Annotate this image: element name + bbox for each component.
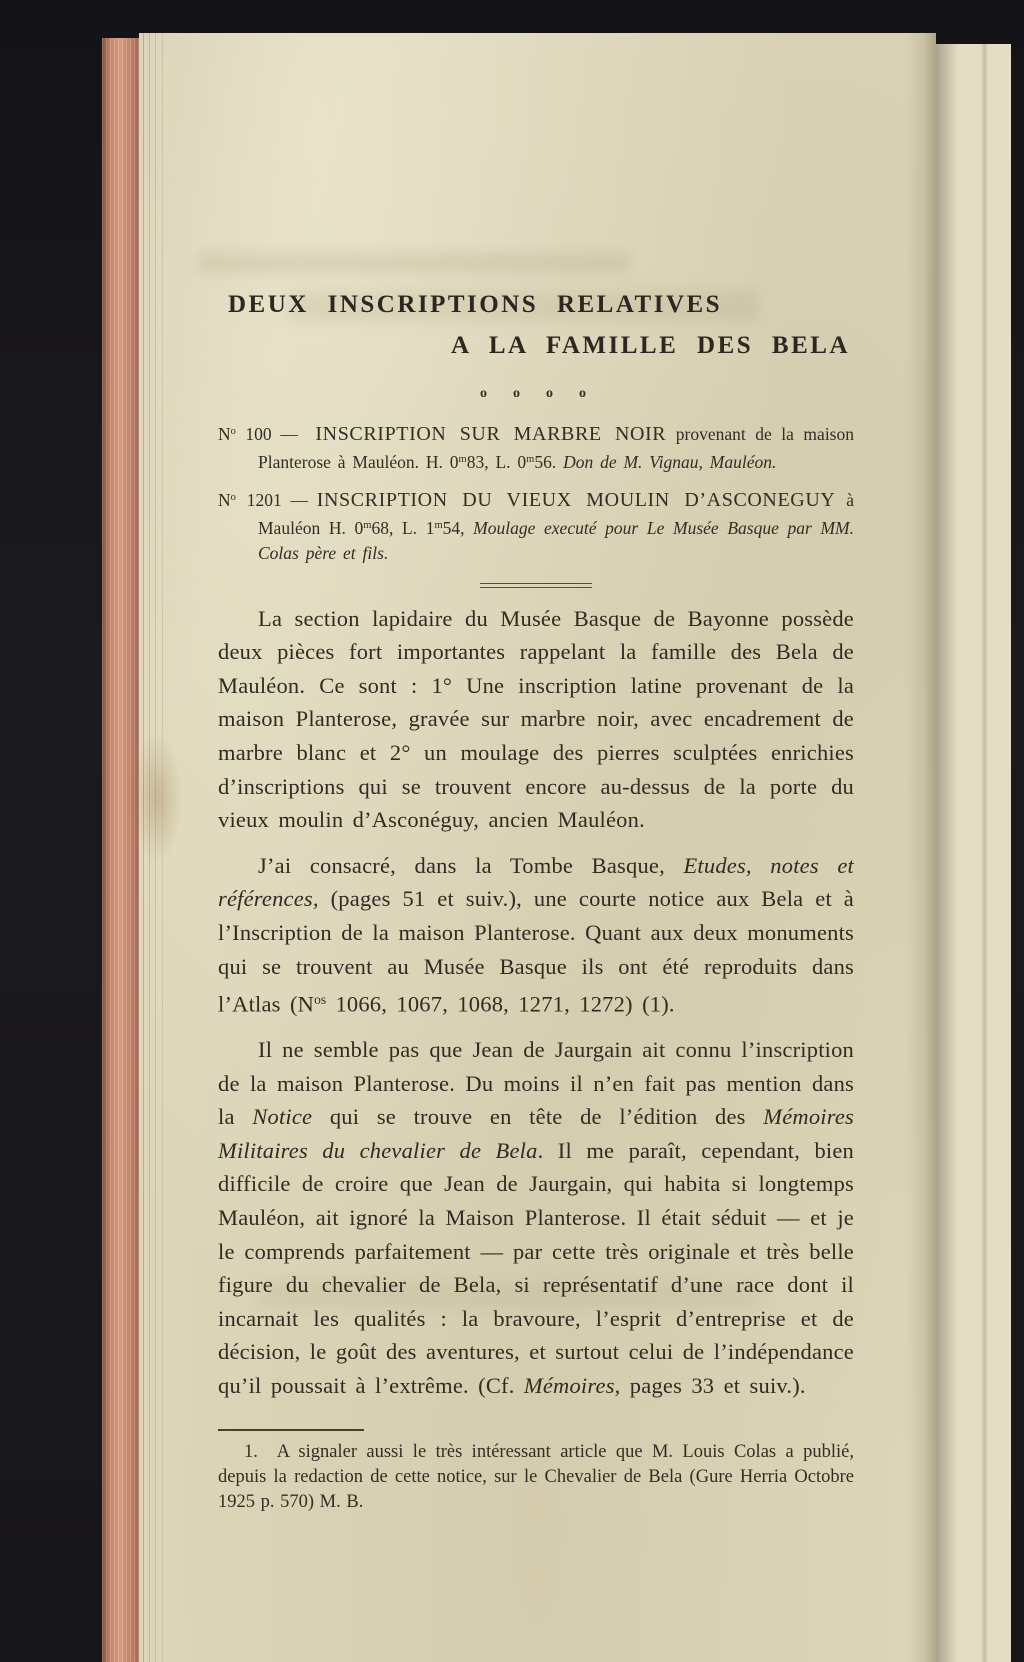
book-page	[139, 33, 936, 1662]
page-title-line2: A LA FAMILLE DES BELA	[450, 332, 850, 359]
ink-showthrough	[199, 253, 629, 273]
text-column	[218, 289, 854, 1515]
page-edge-deckle	[102, 38, 139, 1662]
page-title-line1: DEUX INSCRIPTIONS RELATIVES	[228, 291, 723, 318]
body-paragraph-3: Il ne semble pas que Jean de Jaurgain ait connu l’inscription de la maison Planterose. Du moins il n’en fait pas mention dans la Notice qui se trouve en tête de l’édition des Mémoires Militaires du chevalier de Bela. Il me paraît, cependant, bien difficile de croire que Jean de Jaurgain, qui habita si longtemps Mauléon, ait ignoré la Maison Planterose. Il était séduit — et je le comprends parfaitement — par cette très originale et très belle figure du chevalier de Bela, si représentatif d’une race dont il incarnait les qualités : la bravoure, l’esprit d’entreprise et de décision, le goût des aventures, et surtout celui de l’indépendance qu’il poussait à l’extrême. (Cf. Mémoires, pages 33 et suiv.).	[218, 1037, 854, 1399]
body-paragraph-1: La section lapidaire du Musée Basque de Bayonne possède deux pièces fort importantes rappelant la famille des Bela de Mauléon. Ce sont : 1° Une inscription latine provenant de la maison Planterose, gravée sur marbre noir, avec encadrement de marbre blanc et 2° un moulage des pierres sculptées enrichies d’inscriptions qui se trouvent encore au-dessus de la porte du vieux moulin d’Asconéguy, ancien Mauléon.	[218, 605, 854, 833]
next-page-edge	[936, 44, 1011, 1662]
footnote-rule	[218, 1429, 364, 1431]
body-paragraph-2: J’ai consacré, dans la Tombe Basque, Etudes, notes et références, (pages 51 et suiv.), une courte notice aux Bela et à l’Inscription de la maison Planterose. Quant aux deux monuments qui se trouvent au Musée Basque ils ont été reproduits dans l’Atlas ($N^{os}$ 1066, 1067, 1068, 1271, 1272) (1).	[218, 852, 855, 1017]
footnote-text: 1. A signaler aussi le très intéressant article que M. Louis Colas a publié, depuis la redaction de cette notice, sur le Chevalier de Bela (Gure Herria Octobre 1925 p. 570) M. B.	[218, 1441, 854, 1512]
catalog-entry-100: $N^o$ 100 — INSCRIPTION SUR MARBRE NOIR provenant de la maison Planterose à Mauléon. H. 0$^m$83, L. 0$^m$56. Don de M. Vignau, Mauléon.	[218, 422, 854, 473]
double-rule-divider	[480, 583, 592, 588]
catalog-entry-1201: $N^o$ 1201 — INSCRIPTION DU VIEUX MOULIN D’ASCONEGUY à Mauléon H. 0$^m$68, L. 1$^m$54, Moulage executé pour Le Musée Basque par MM. Colas père et fils.	[218, 488, 854, 564]
paper-stain	[131, 733, 183, 863]
ornament-dots: o o o o	[480, 386, 592, 401]
